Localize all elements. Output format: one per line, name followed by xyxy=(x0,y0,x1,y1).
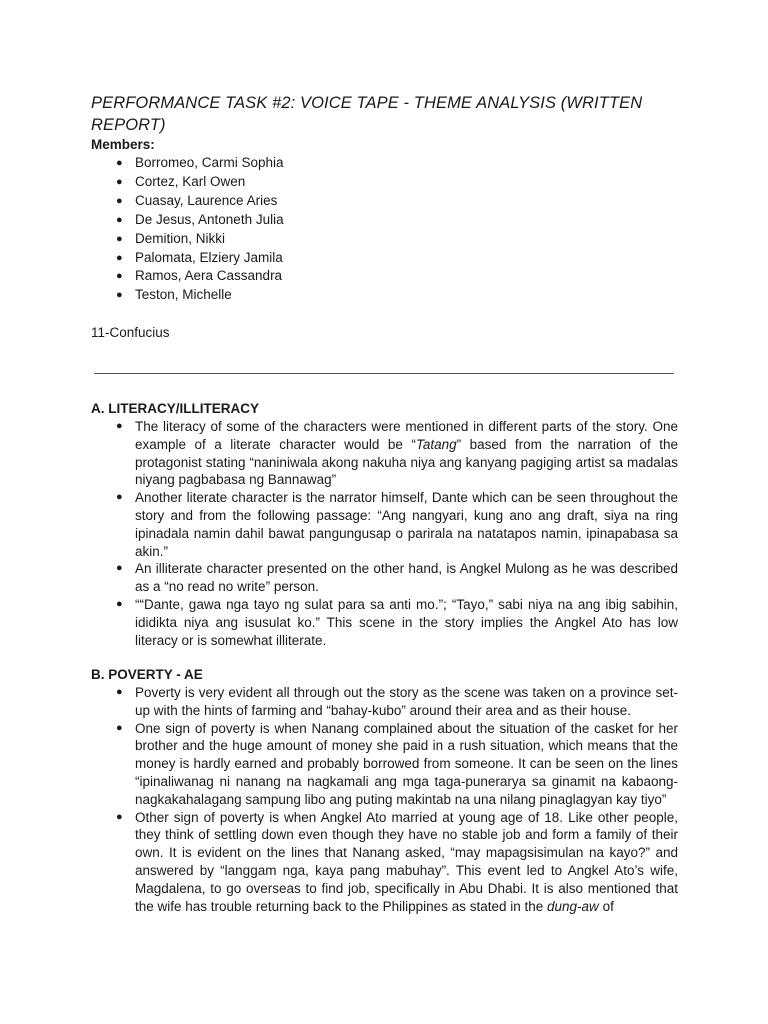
section-points xyxy=(91,684,678,915)
bullet-icon: ● xyxy=(116,289,123,302)
section-heading: A. LITERACY/ILLITERACY xyxy=(91,401,259,416)
list-item: ● An illiterate character presented on the other hand, is Angkel Mulong as he was described as a “no read no write” person. xyxy=(116,561,678,595)
list-item: ● The literacy of some of the characters were mentioned in different parts of the story. One example of a literate character would be “Tatang” based from the narration of the protagonist stating “naniniwala akong nakuha niya ang kanyang pagiging artist sa madalas niyang pagbabasa ng Bannawag” xyxy=(116,419,678,488)
document-title: PERFORMANCE TASK #2: VOICE TAPE - THEME ANALYSIS (WRITTEN REPORT) xyxy=(91,94,643,134)
list-item: ● Cuasay, Laurence Aries xyxy=(116,192,678,211)
document-page xyxy=(91,92,678,342)
members-label: Members: xyxy=(91,137,155,152)
list-item: ● Other sign of poverty is when Angkel Ato married at young age of 18. Like other people, they think of settling down even though they have no stable job and form a family of their own. It is evident on the lines that Nanang asked, “may mapagsisimulan na kayo?” and answered by “langgam nga, kaya pang mabuhay”. This event led to Angkel Ato’s wife, Magdalena, to go overseas to find job, specifically in Abu Dhabi. It is also mentioned that the wife has trouble returning back to the Philippines as stated in the dung-aw of xyxy=(116,809,678,914)
bullet-icon: ● xyxy=(116,157,123,169)
bullet-icon: ● xyxy=(116,251,123,264)
list-item: ● Another literate character is the narrator himself, Dante which can be seen throughout the story and from the following passage: “Ang nangyari, kung ano ang draft, siya na ring ipinadala namin dahil bawat pangungusap o parirala na natatapos namin, ipinapabasa sa akin.” xyxy=(116,490,678,559)
list-item: ● Ramos, Aera Cassandra xyxy=(116,267,678,286)
section-points xyxy=(91,418,678,649)
list-item: ● Demition, Nikki xyxy=(116,230,678,249)
bullet-icon: ● xyxy=(116,232,123,245)
bullet-icon: ● xyxy=(116,420,123,432)
bullet-icon: ● xyxy=(116,175,123,188)
bullet-icon: ● xyxy=(116,686,123,698)
bullet-icon: ● xyxy=(116,270,123,283)
bullet-icon: ● xyxy=(116,194,123,207)
list-item: ● Teston, Michelle xyxy=(116,286,678,305)
members-list xyxy=(91,154,678,305)
list-item: ● Cortez, Karl Owen xyxy=(116,173,678,192)
bullet-icon: ● xyxy=(116,213,123,226)
bullet-icon: ● xyxy=(116,597,123,610)
list-item: ● De Jesus, Antoneth Julia xyxy=(116,211,678,230)
list-item: ● Poverty is very evident all through out the story as the scene was taken on a province set-up with the hints of farming and “bahay-kubo” around their area and as their house. xyxy=(116,685,678,718)
bullet-icon: ● xyxy=(116,562,123,575)
bullet-icon: ● xyxy=(116,721,123,734)
list-item: ● Borromeo, Carmi Sophia xyxy=(116,154,678,173)
list-item: ● One sign of poverty is when Nanang complained about the situation of the casket for her brother and the huge amount of money she paid in a rush situation, which means that the money is hardly earned and probably borrowed from someone. It can be seen on the lines “ipinaliwanag ni nanang na nagkamali ang mga taga-punerarya sa ginamit na kabaong- nagkakahalagang sampung libo ang puting makintab na una nilang pinaglagyan kay tiyo” xyxy=(116,720,678,807)
bullet-icon: ● xyxy=(116,810,123,823)
section-poverty xyxy=(91,666,678,915)
bullet-icon: ● xyxy=(116,491,123,504)
list-item: ● ““Dante, gawa nga tayo ng sulat para sa anti mo.”; “Tayo,” sabi niya na ang ibig sabihin, ididikta niya ang isusulat ko.” This scene in the story implies the Angkel Ato has low literacy or is somewhat illiterate. xyxy=(116,596,678,648)
section-literacy xyxy=(91,400,678,649)
list-item: ● Palomata, Elziery Jamila xyxy=(116,249,678,268)
section-heading: B. POVERTY - AE xyxy=(91,667,203,682)
section-name: 11-Confucius xyxy=(91,325,170,341)
horizontal-divider xyxy=(94,373,674,374)
